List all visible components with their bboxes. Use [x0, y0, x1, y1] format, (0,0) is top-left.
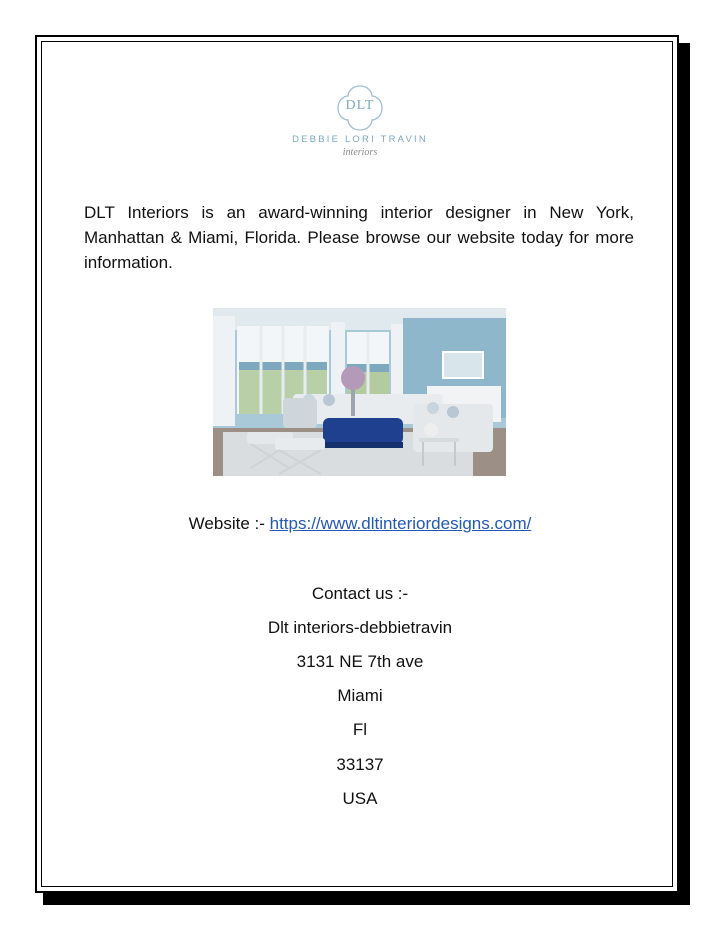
website-label: Website :- [188, 514, 270, 533]
contact-street: 3131 NE 7th ave [296, 652, 424, 671]
contact-zip: 33137 [336, 755, 384, 774]
logo-initials: DLT [345, 98, 375, 113]
website-line [0, 514, 720, 534]
intro-paragraph: DLT Interiors is an award-winning interior designer in New York, Manhattan & Miami, Florida. Please browse our website today for more information. [84, 203, 634, 272]
logo-subtitle: interiors [342, 147, 378, 158]
contact-heading: Contact us :- [311, 584, 409, 603]
website-link[interactable]: https://www.dltinteriordesigns.com/ [269, 514, 532, 533]
contact-city: Miami [337, 686, 383, 705]
contact-company: Dlt interiors-debbietravin [267, 618, 453, 637]
living-room-photo [213, 308, 506, 476]
contact-state: Fl [352, 720, 368, 739]
company-logo [288, 82, 432, 164]
logo-name: DEBBIE LORI TRAVIN [292, 134, 428, 145]
contact-country: USA [342, 789, 378, 808]
